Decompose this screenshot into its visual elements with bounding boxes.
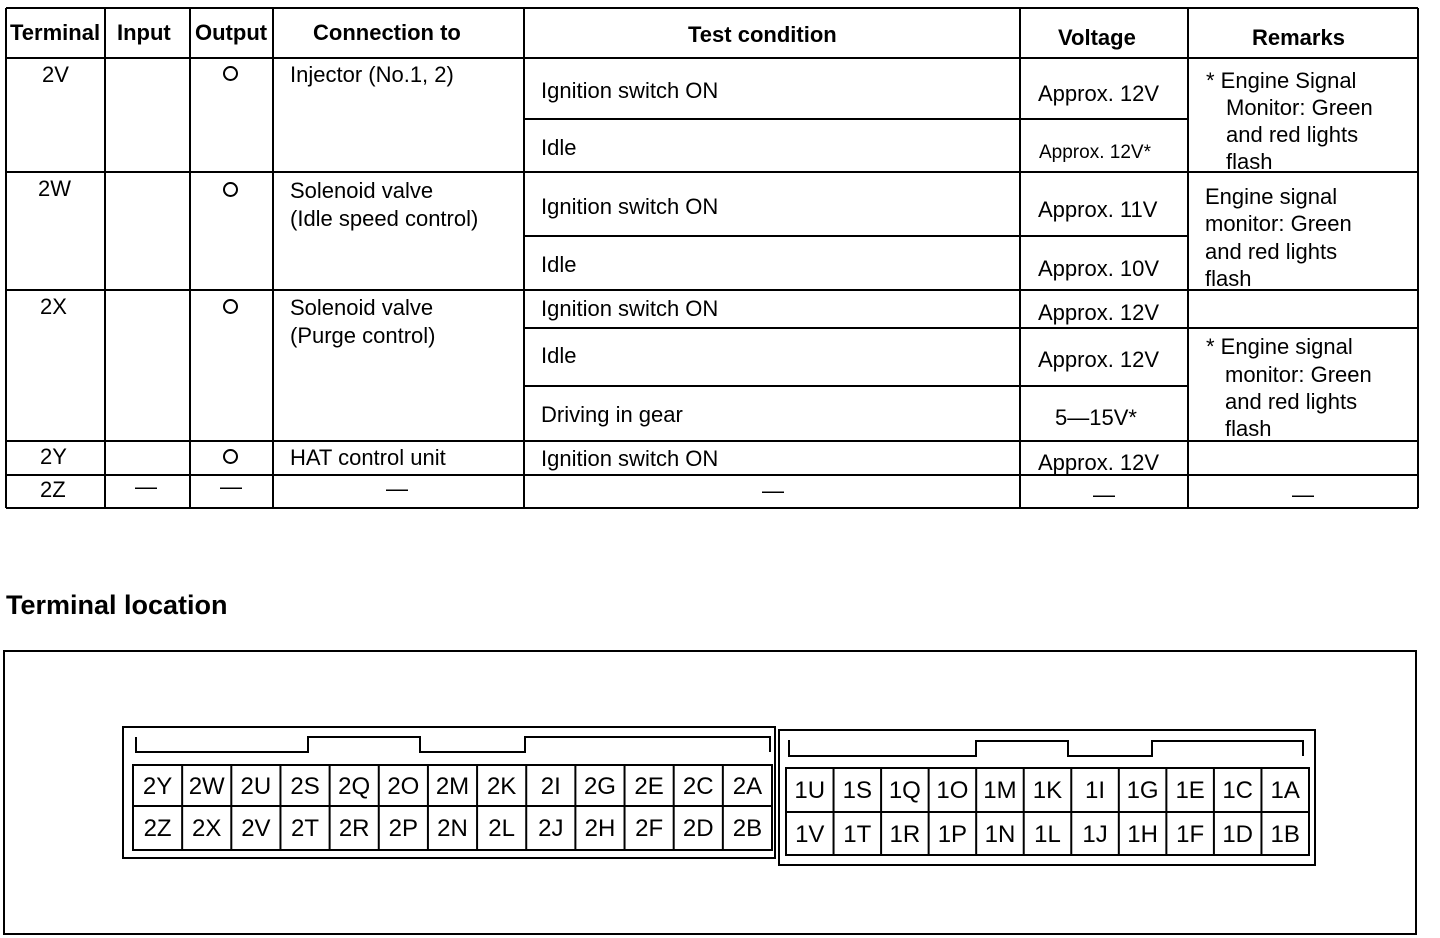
pin-2d: 2D bbox=[682, 815, 714, 842]
pin-2z: 2Z bbox=[143, 815, 172, 842]
connection-2y: HAT control unit bbox=[290, 445, 446, 470]
terminal-location-title: Terminal location bbox=[6, 590, 228, 620]
test-2w-1: Ignition switch ON bbox=[541, 194, 719, 219]
header-input: Input bbox=[117, 20, 171, 45]
connection-2v: Injector (No.1, 2) bbox=[290, 62, 454, 87]
pin-2b: 2B bbox=[732, 815, 763, 842]
connection-2w-2: (Idle speed control) bbox=[290, 206, 479, 231]
pin-2e: 2E bbox=[634, 772, 664, 800]
remarks-2w-3: and red lights bbox=[1205, 239, 1338, 264]
pin-1k: 1K bbox=[1032, 777, 1063, 804]
pin-1q: 1Q bbox=[888, 777, 921, 804]
test-2w-2: Idle bbox=[541, 252, 577, 277]
connection-2x-2: (Purge control) bbox=[290, 323, 436, 348]
pin-2y: 2Y bbox=[142, 772, 173, 800]
remarks-2v-3: and red lights bbox=[1226, 122, 1359, 147]
connector-2-latch bbox=[136, 737, 770, 752]
pin-2t: 2T bbox=[291, 815, 320, 842]
pin-1n: 1N bbox=[984, 820, 1016, 848]
pin-1s: 1S bbox=[842, 777, 872, 804]
terminal-2x: 2X bbox=[40, 294, 67, 319]
pin-2q: 2Q bbox=[338, 772, 371, 800]
terminal-2v: 2V bbox=[42, 62, 69, 87]
pin-2r: 2R bbox=[338, 815, 370, 842]
terminal-2y: 2Y bbox=[40, 444, 67, 469]
pin-1l: 1L bbox=[1034, 820, 1061, 848]
pin-2u: 2U bbox=[240, 772, 272, 800]
remarks-2x-3: and red lights bbox=[1225, 389, 1358, 414]
remarks-2v-1: * Engine Signal bbox=[1206, 68, 1357, 93]
pin-2f: 2F bbox=[635, 815, 664, 842]
remarks-2x-1: * Engine signal bbox=[1206, 334, 1353, 359]
test-2v-2: Idle bbox=[541, 135, 577, 160]
voltage-2x-1: Approx. 12V bbox=[1038, 300, 1160, 325]
connection-2x-1: Solenoid valve bbox=[290, 295, 434, 320]
terminal-2z: 2Z bbox=[40, 477, 66, 502]
pin-1u: 1U bbox=[794, 777, 826, 804]
test-2z: — bbox=[762, 478, 784, 503]
pin-1t: 1T bbox=[843, 820, 872, 848]
test-2x-3: Driving in gear bbox=[541, 402, 683, 427]
pin-2g: 2G bbox=[583, 772, 616, 800]
pin-2w: 2W bbox=[188, 772, 225, 800]
remarks-2w-1: Engine signal bbox=[1205, 184, 1338, 209]
remarks-2v-2: Monitor: Green bbox=[1226, 95, 1373, 120]
pin-1r: 1R bbox=[889, 820, 921, 848]
pin-2m: 2M bbox=[435, 772, 470, 800]
pin-2v: 2V bbox=[241, 815, 271, 842]
connection-2w-1: Solenoid valve bbox=[290, 178, 434, 203]
input-2z-dash: — bbox=[135, 474, 157, 499]
test-2v-1: Ignition switch ON bbox=[541, 78, 719, 103]
pin-1j: 1J bbox=[1082, 820, 1108, 848]
pin-2o: 2O bbox=[387, 772, 420, 800]
connection-2z: — bbox=[386, 476, 408, 501]
pin-1p: 1P bbox=[937, 820, 968, 848]
output-2z-dash: — bbox=[220, 474, 242, 499]
pin-1i: 1I bbox=[1085, 777, 1106, 804]
pin-1o: 1O bbox=[936, 777, 969, 804]
voltage-2x-2: Approx. 12V bbox=[1038, 347, 1160, 372]
pin-2k: 2K bbox=[486, 772, 517, 800]
test-2x-2: Idle bbox=[541, 343, 577, 368]
pin-1b: 1B bbox=[1270, 820, 1300, 848]
pin-1f: 1F bbox=[1176, 820, 1205, 848]
remarks-2x-2: monitor: Green bbox=[1225, 362, 1372, 387]
voltage-2v-2: Approx. 12V* bbox=[1039, 142, 1151, 163]
pin-2n: 2N bbox=[437, 815, 468, 842]
test-2x-1: Ignition switch ON bbox=[541, 296, 719, 321]
header-output: Output bbox=[195, 20, 268, 45]
header-remarks: Remarks bbox=[1252, 25, 1345, 50]
pin-2x: 2X bbox=[192, 815, 222, 842]
pin-2j: 2J bbox=[538, 815, 564, 842]
pin-2i: 2I bbox=[540, 772, 561, 800]
remarks-2v-4: flash bbox=[1226, 149, 1273, 174]
header-connection: Connection to bbox=[313, 20, 461, 45]
pin-1a: 1A bbox=[1270, 777, 1300, 804]
connector-1-latch bbox=[789, 740, 1303, 756]
voltage-2x-3: 5—15V* bbox=[1055, 405, 1137, 430]
header-test-condition: Test condition bbox=[688, 22, 837, 47]
pin-2c: 2C bbox=[682, 772, 714, 800]
pin-1g: 1G bbox=[1126, 777, 1159, 804]
test-2y: Ignition switch ON bbox=[541, 446, 719, 471]
pin-2p: 2P bbox=[388, 815, 419, 842]
remarks-2z: — bbox=[1292, 482, 1314, 507]
pin-2l: 2L bbox=[488, 815, 515, 842]
voltage-2w-1: Approx. 11V bbox=[1038, 197, 1158, 222]
pin-2a: 2A bbox=[732, 772, 763, 800]
pin-1h: 1H bbox=[1127, 820, 1158, 848]
remarks-2w-2: monitor: Green bbox=[1205, 211, 1352, 236]
pin-1d: 1D bbox=[1222, 820, 1254, 848]
remarks-2x-4: flash bbox=[1225, 416, 1272, 441]
terminal-2w: 2W bbox=[38, 176, 71, 201]
pin-1e: 1E bbox=[1175, 777, 1205, 804]
pin-1c: 1C bbox=[1222, 777, 1254, 804]
pin-2h: 2H bbox=[584, 815, 616, 842]
header-voltage: Voltage bbox=[1058, 25, 1136, 50]
pin-1m: 1M bbox=[983, 777, 1017, 804]
voltage-2z: — bbox=[1093, 482, 1115, 507]
remarks-2w-4: flash bbox=[1205, 266, 1252, 291]
voltage-2y: Approx. 12V bbox=[1038, 450, 1160, 475]
pin-2s: 2S bbox=[290, 772, 320, 800]
voltage-2w-2: Approx. 10V bbox=[1038, 256, 1160, 281]
header-terminal: Terminal bbox=[10, 20, 101, 45]
pin-1v: 1V bbox=[795, 820, 825, 848]
voltage-2v-1: Approx. 12V bbox=[1038, 81, 1160, 106]
